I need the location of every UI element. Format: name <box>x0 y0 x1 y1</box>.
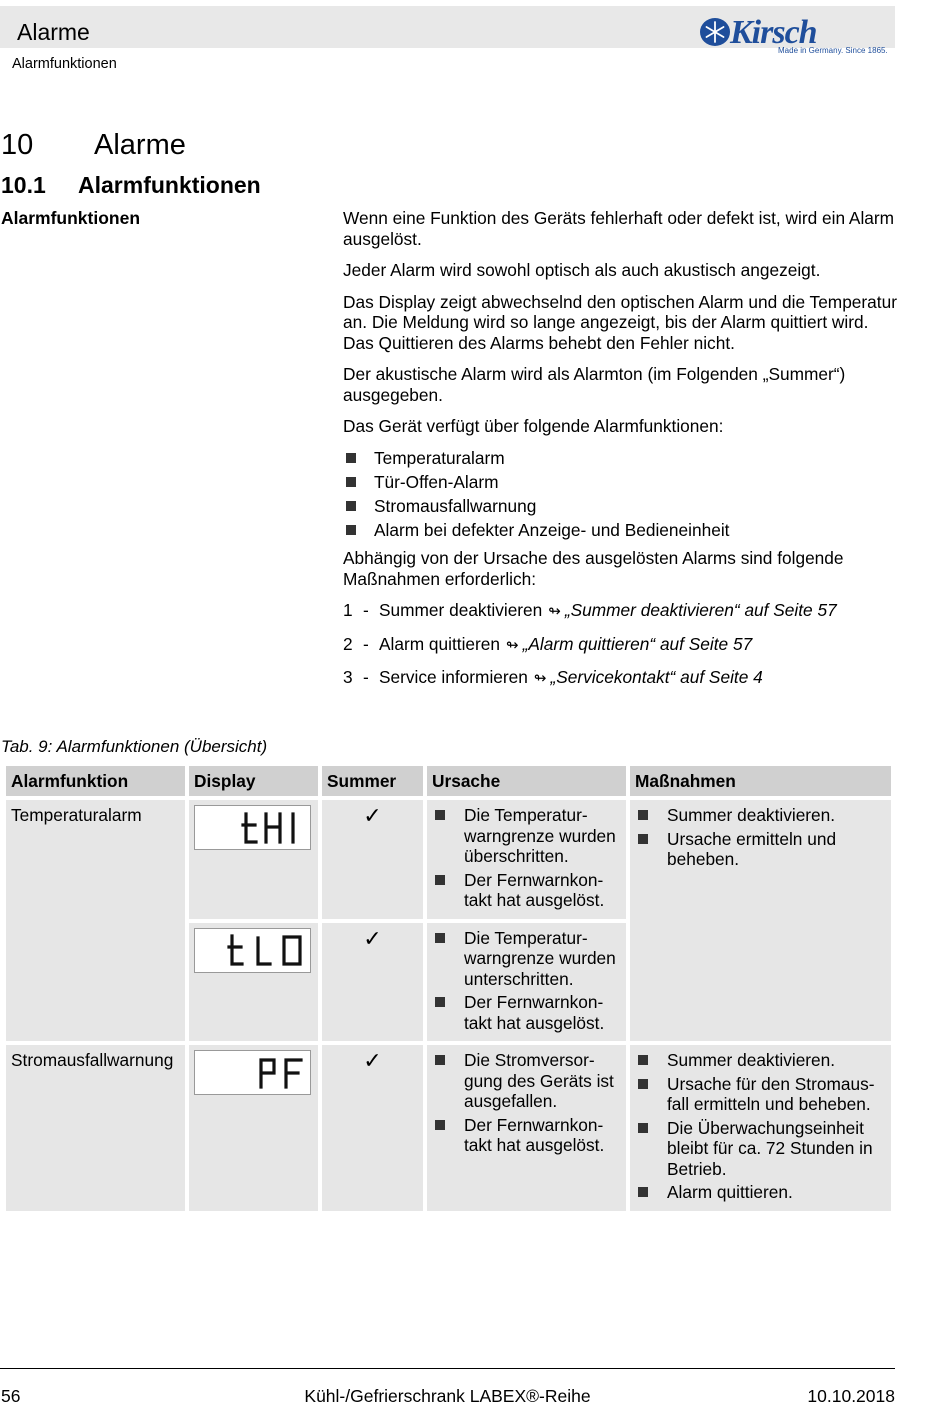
cross-reference-icon: ↬ <box>506 636 519 654</box>
chapter-heading <box>1 129 186 162</box>
step-list <box>343 600 903 690</box>
list-item: Der Fernwarnkontakt hat ausgelöst. <box>432 1115 621 1156</box>
bullet-square-icon <box>638 834 648 844</box>
paragraph: Abhängig von der Ursache des ausgelösten Alarms sind folgende Maßnahmen erforderlich: <box>343 548 844 589</box>
step-item: 3 - Service informieren ↬ „Servicekontakt“ auf Seite 4 <box>343 667 903 690</box>
bullet-square-icon <box>638 1055 648 1065</box>
section-number: 10.1 <box>1 172 46 198</box>
paragraph: Der akustische Alarm wird als Alarmton (im Folgenden „Summer“) ausgegeben. <box>343 364 846 405</box>
chapter-number: 10 <box>1 129 34 161</box>
cause-cell <box>427 923 626 1042</box>
bullet-square-icon <box>638 1079 648 1089</box>
bullet-square-icon <box>435 875 445 885</box>
cross-reference-icon: ↬ <box>533 670 547 687</box>
list-item: Alarm quittieren. <box>635 1182 886 1203</box>
column-header: Alarmfunktion <box>6 766 185 796</box>
bullet-square-icon <box>435 1120 445 1130</box>
list-item: Summer deaktivieren. <box>635 805 886 826</box>
measures-cell <box>630 800 891 1041</box>
footer-document-title: Kühl-/Gefrierschrank LABEX®-Reihe <box>304 1386 591 1406</box>
page-number: 56 <box>1 1386 21 1406</box>
chapter-title: Alarme <box>94 129 186 161</box>
cross-reference-link[interactable]: „Summer deaktivieren“ auf Seite 57 <box>564 600 837 620</box>
alarm-table <box>2 762 895 1215</box>
list-item: Stromausfallwarnung <box>343 496 903 517</box>
logo-tagline: Made in Germany. Since 1865. <box>778 46 888 55</box>
function-cell: Stromausfallwarnung <box>6 1045 185 1211</box>
header-subtitle: Alarmfunktionen <box>12 56 117 72</box>
section-title: Alarmfunktionen <box>78 172 261 198</box>
paragraph: Das Display zeigt abwechselnd den optischen Alarm und die Temperatur an. Die Meldung wird so lange angezeigt, bis der Alarm quittiert wird. Das Quittieren des Alarms behebt den Fehler nicht. <box>343 291 897 353</box>
function-cell: Temperaturalarm <box>6 800 185 1041</box>
cause-cell <box>427 800 626 919</box>
bullet-square-icon <box>638 1187 648 1197</box>
table-caption: Tab. 9: Alarmfunktionen (Übersicht) <box>1 737 268 756</box>
table-row <box>6 800 891 919</box>
body-column <box>343 208 903 701</box>
cross-reference-link[interactable]: „Servicekontakt“ auf Seite 4 <box>550 667 763 687</box>
bullet-square-icon <box>346 525 356 535</box>
step-item: 2 - Alarm quittieren ↬ „Alarm quittieren“ auf Seite 57 <box>343 634 903 657</box>
bullet-square-icon <box>346 501 356 511</box>
list-item: Der Fernwarnkontakt hat ausgelöst. <box>432 870 621 911</box>
cause-cell <box>427 1045 626 1211</box>
column-header: Summer <box>322 766 423 796</box>
table-row <box>6 1045 891 1211</box>
bullet-square-icon <box>435 997 445 1007</box>
bullet-square-icon <box>435 1055 445 1065</box>
list-item: Die Stromversorgung des Geräts ist ausgefallen. <box>432 1050 621 1112</box>
list-item: Die Überwachungseinheit bleibt für ca. 72 Stunden in Betrieb. <box>635 1118 886 1180</box>
list-item: Tür-Offen-Alarm <box>343 472 903 493</box>
lcd-display <box>194 1050 311 1095</box>
bullet-square-icon <box>638 810 648 820</box>
list-item: Alarm bei defekter Anzeige- und Bedieneinheit <box>343 520 903 541</box>
bullet-square-icon <box>346 477 356 487</box>
bullet-square-icon <box>638 1123 648 1133</box>
display-cell <box>189 800 318 919</box>
paragraph: Jeder Alarm wird sowohl optisch als auch akustisch angezeigt. <box>343 260 821 280</box>
lcd-display <box>194 928 311 973</box>
display-cell <box>189 923 318 1042</box>
cross-reference-link[interactable]: „Alarm quittieren“ auf Seite 57 <box>522 633 753 654</box>
footer-divider <box>0 1368 895 1369</box>
lcd-pf-glyphs <box>256 1055 306 1091</box>
step-item: 1 - Summer deaktivieren ↬ „Summer deaktivieren“ auf Seite 57 <box>343 600 903 623</box>
lcd-thi-glyphs <box>240 810 306 846</box>
list-item: Ursache ermitteln und beheben. <box>635 829 886 870</box>
snowflake-icon <box>698 16 732 48</box>
display-cell <box>189 1045 318 1211</box>
brand-logo <box>698 14 893 56</box>
paragraph: Wenn eine Funktion des Geräts fehlerhaft oder defekt ist, wird ein Alarm ausgelöst. <box>343 208 895 249</box>
footer-date: 10.10.2018 <box>807 1386 895 1406</box>
side-label: Alarmfunktionen <box>1 208 141 228</box>
column-header: Display <box>189 766 318 796</box>
header-bar <box>0 6 895 55</box>
summer-check: ✓ <box>322 800 423 919</box>
list-item: Der Fernwarnkontakt hat ausgelöst. <box>432 992 621 1033</box>
header-title: Alarme <box>17 19 90 45</box>
bullet-square-icon <box>435 933 445 943</box>
list-item: Die Temperaturwarngrenze wurden überschritten. <box>432 805 621 867</box>
section-heading <box>1 172 261 199</box>
paragraph: Das Gerät verfügt über folgende Alarmfunktionen: <box>343 416 724 436</box>
list-item: Die Temperaturwarngrenze wurden unterschritten. <box>432 928 621 990</box>
summer-check: ✓ <box>322 923 423 1042</box>
list-item: Ursache für den Stromausfall ermitteln und beheben. <box>635 1074 886 1115</box>
alarm-function-list <box>343 448 903 541</box>
cross-reference-icon: ↬ <box>548 603 561 620</box>
table-header-row <box>6 766 891 796</box>
bullet-square-icon <box>346 453 356 463</box>
summer-check: ✓ <box>322 1045 423 1211</box>
measures-cell <box>630 1045 891 1211</box>
bullet-square-icon <box>435 810 445 820</box>
lcd-tlo-glyphs <box>226 932 306 968</box>
column-header: Maßnahmen <box>630 766 891 796</box>
list-item: Temperaturalarm <box>343 448 903 469</box>
column-header: Ursache <box>427 766 626 796</box>
list-item: Summer deaktivieren. <box>635 1050 886 1071</box>
lcd-display <box>194 805 311 850</box>
logo-wordmark: Kirsch <box>730 14 817 51</box>
